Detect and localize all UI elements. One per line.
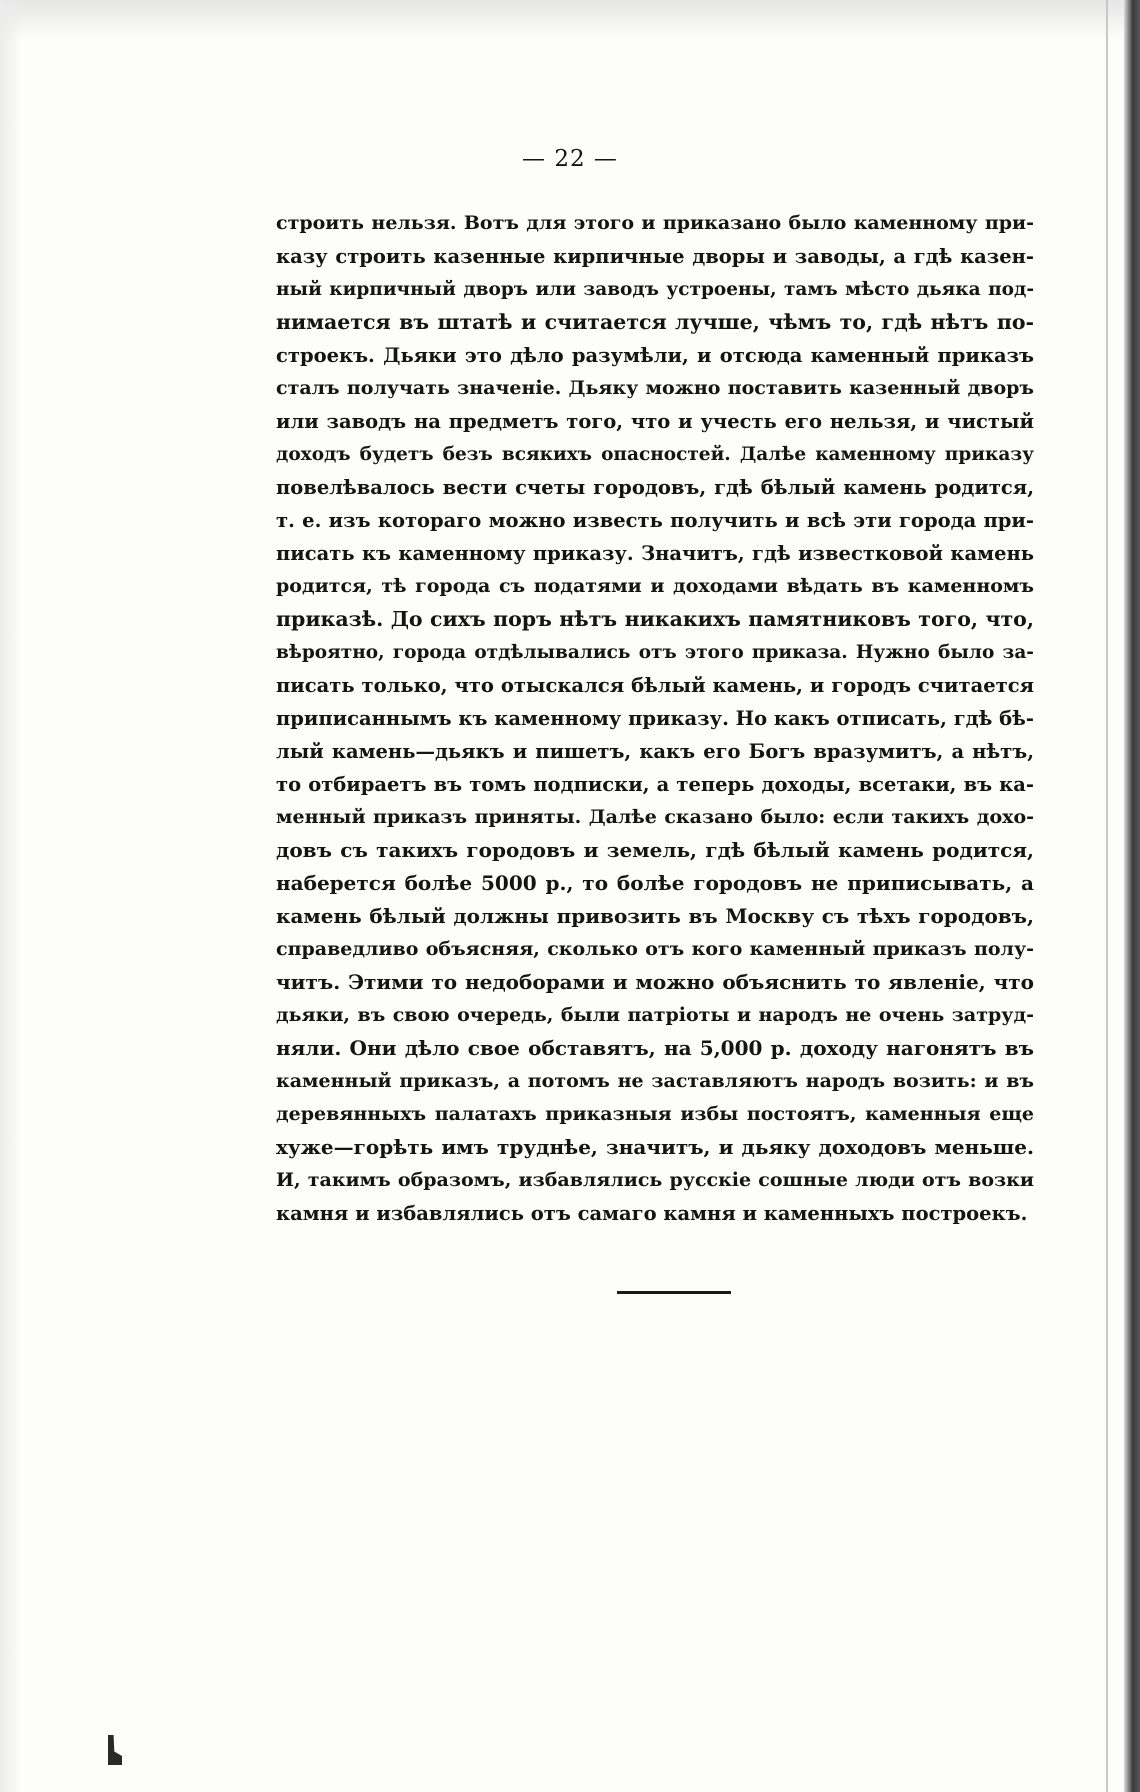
text-line: дьяки, въ свою очередь, были патріоты и народъ не очень затруд- xyxy=(276,1004,1034,1026)
scan-edge-line xyxy=(1106,0,1108,1792)
text-line: вѣроятно, города отдѣлывались отъ этого приказа. Нужно было за- xyxy=(276,642,1034,663)
text-line: повелѣвалось вести счеты городовъ, гдѣ бѣлый камень родится, xyxy=(276,476,1034,499)
text-line: сталъ получать значеніе. Дьяку можно поставить казенный дворъ xyxy=(276,377,1034,399)
text-line: хуже—горѣть имъ труднѣе, значитъ, и дьяку доходовъ меньше. xyxy=(276,1135,1034,1159)
text-line: наберется болѣе 5000 р., то болѣе городовъ не приписывать, а xyxy=(276,871,1034,895)
text-line: писать только, что отыскался бѣлый камень, и городъ считается xyxy=(276,674,1034,697)
scan-shadow-top xyxy=(0,0,1140,40)
text-line: строить нельзя. Вотъ для этого и приказано было каменному при- xyxy=(276,212,1034,234)
text-line: строекъ. Дьяки это дѣло разумѣли, и отсюда каменный приказъ xyxy=(276,344,1034,367)
text-line: казу строить казенные кирпичные дворы и заводы, а гдѣ казен- xyxy=(276,245,1034,268)
scan-artifact-mark xyxy=(108,1735,122,1765)
text-line: читъ. Этими то недоборами и можно объяснить то явленіе, что xyxy=(276,970,1034,994)
text-line: менный приказъ приняты. Далѣе сказано было: если такихъ дохо- xyxy=(276,806,1034,828)
text-line: справедливо объясняя, сколько отъ кого каменный приказъ полу- xyxy=(276,938,1034,960)
end-rule xyxy=(617,1291,731,1294)
text-line: или заводъ на предметъ того, что и учесть его нельзя, и чистый xyxy=(276,410,1034,433)
scan-edge-right xyxy=(1124,0,1140,1792)
text-line: камень бѣлый должны привозить въ Москву съ тѣхъ городовъ, xyxy=(276,904,1034,928)
text-line: деревянныхъ палатахъ приказныя избы постоятъ, каменныя еще xyxy=(276,1103,1034,1125)
text-line: то отбираетъ въ томъ подписки, а теперь доходы, всетаки, въ ка- xyxy=(276,773,1034,796)
text-line: И, такимъ образомъ, избавлялись русскіе сошные люди отъ возки xyxy=(276,1169,1034,1191)
text-line: довъ съ такихъ городовъ и земель, гдѣ бѣлый камень родится, xyxy=(276,838,1034,862)
text-line: т. е. изъ котораго можно известь получить и всѣ эти города при- xyxy=(276,509,1034,532)
text-line: нимается въ штатѣ и считается лучше, чѣмъ то, гдѣ нѣтъ по- xyxy=(276,310,1034,334)
text-line: ный кирпичный дворъ или заводъ устроены, тамъ мѣсто дьяка под- xyxy=(276,279,1034,300)
body-text xyxy=(276,207,1034,1230)
text-line: няли. Они дѣло свое обставятъ, на 5,000 р. доходу нагонятъ въ xyxy=(276,1036,1034,1060)
scan-shadow-left xyxy=(0,0,22,1792)
text-line: каменный приказъ, а потомъ не заставляютъ народъ возить: и въ xyxy=(276,1070,1034,1092)
text-line: лый камень—дьякъ и пишетъ, какъ его Богъ вразумитъ, а нѣтъ, xyxy=(276,740,1034,763)
text-line: родится, тѣ города съ податями и доходами вѣдать въ каменномъ xyxy=(276,575,1034,597)
page-number: — 22 — xyxy=(522,146,618,172)
text-line: писать къ каменному приказу. Значитъ, гдѣ известковой камень xyxy=(276,542,1034,565)
text-line: приписаннымъ къ каменному приказу. Но какъ отписать, гдѣ бѣ- xyxy=(276,707,1034,730)
text-line: камня и избавлялись отъ самаго камня и каменныхъ построекъ. xyxy=(276,1202,1028,1225)
text-line: доходъ будетъ безъ всякихъ опасностей. Далѣе каменному приказу xyxy=(276,444,1034,465)
text-line: приказѣ. До сихъ поръ нѣтъ никакихъ памятниковъ того, что, xyxy=(276,607,1034,631)
